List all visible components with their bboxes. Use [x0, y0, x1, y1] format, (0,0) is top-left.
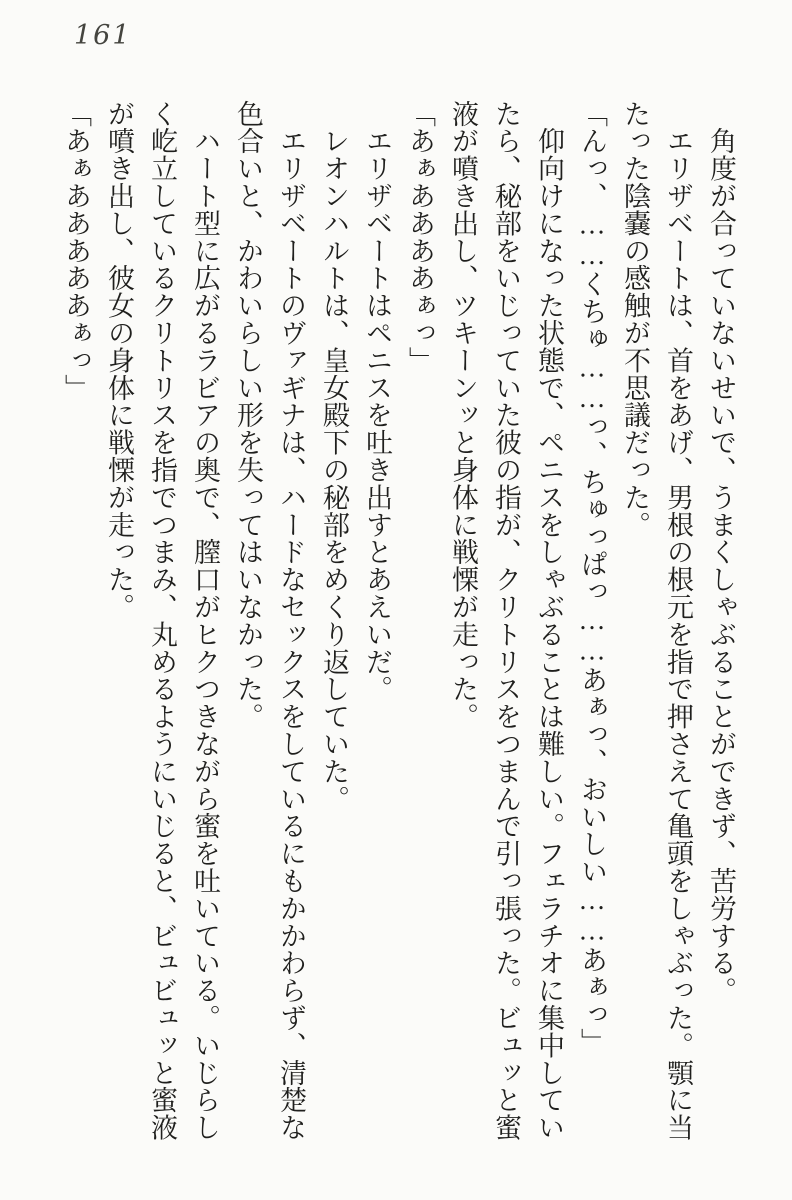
paragraph: 角度が合っていないせいで、うまくしゃぶることができず、苦労する。: [706, 100, 736, 1005]
paragraph: ハート型に広がるラビアの奥で、膣口がヒクつきながら蜜を吐いている。いじらしく屹立しているクリトリスを指でつまみ、丸めるようにいじると、ビュビュッと蜜液が噴き出し、彼女の身体に戦慄が走った。: [104, 100, 220, 1142]
paragraph: エリザベートは、首をあげ、男根の根元を指で押さえて亀頭をしゃぶった。顎に当たった陰嚢の感触が不思議だった。: [620, 100, 693, 1142]
paragraph: 「んっ、……くちゅ……っ、ちゅっぱっ……あぁっ、おいしい……あぁっ」: [577, 100, 607, 1056]
paragraph: 「あぁああああぁっ」: [405, 100, 435, 374]
paragraph: エリザベートのヴァギナは、ハードなセックスをしているにもかかわらず、清楚な色合いと、かわいらしい形を失ってはいなかった。: [233, 100, 306, 1142]
paragraph: レオンハルトは、皇女殿下の秘部をめくり返していた。: [319, 100, 349, 813]
text-block: [42, 100, 742, 1146]
paragraph: エリザベートはペニスを吐き出すとあえいだ。: [362, 100, 392, 703]
paragraph: 仰向けになった状態で、ペニスをしゃぶることは難しい。フェラチオに集中していたら、秘部をいじっていた彼の指が、クリトリスをつまんで引っ張った。ビュッと蜜液が噴き出し、ツキーンッと身体に戦慄が走った。: [448, 100, 564, 1142]
paragraph: 「あぁあああああぁっ」: [61, 100, 91, 402]
page-number: 161: [74, 20, 132, 51]
